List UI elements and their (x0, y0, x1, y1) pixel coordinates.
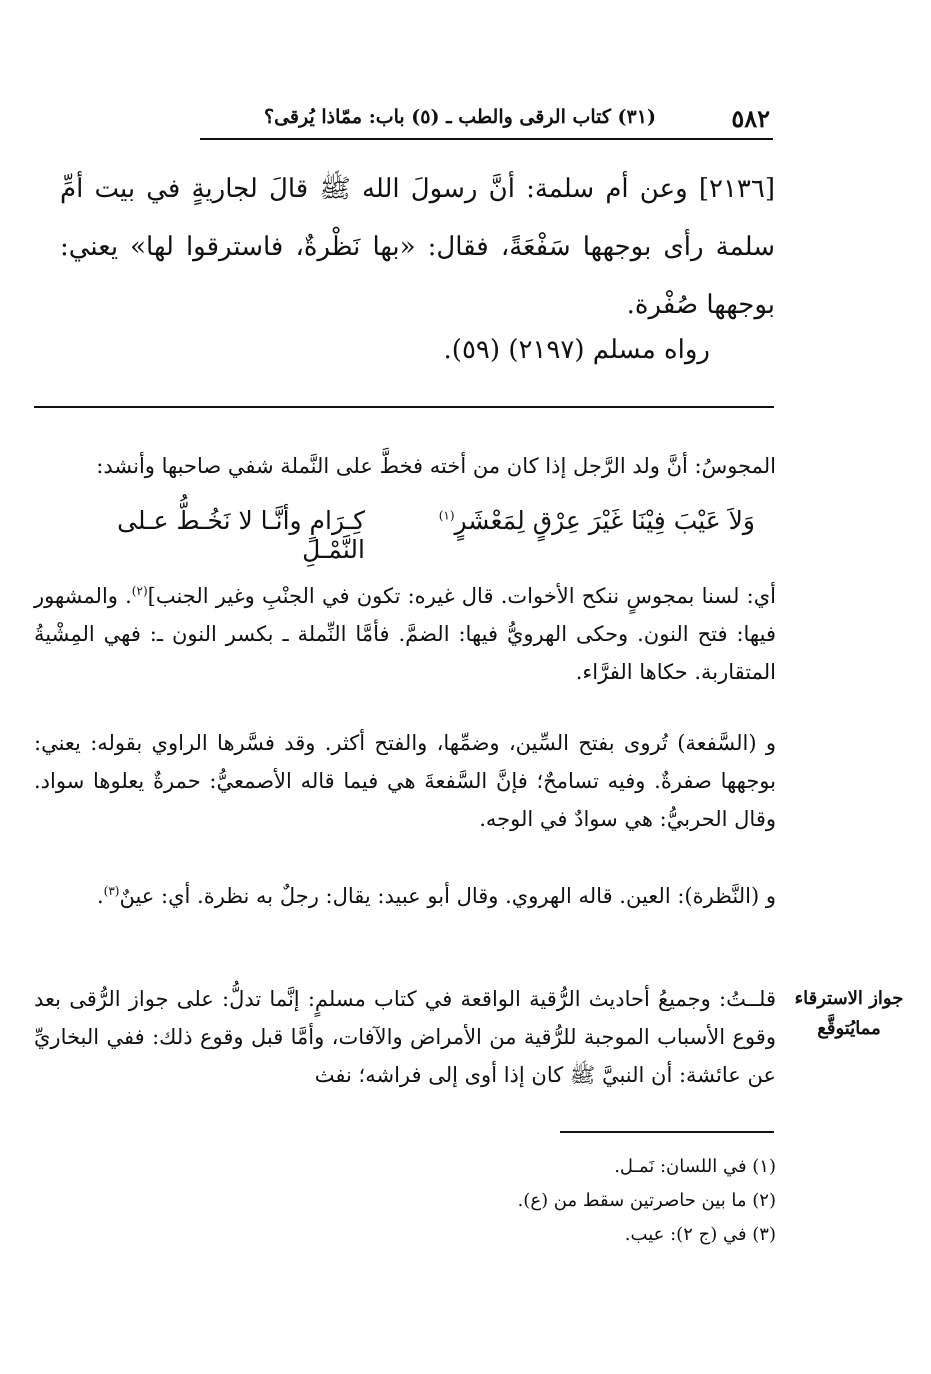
separator-rule (34, 406, 774, 408)
page-number: ٥٨٢ (731, 104, 770, 133)
hadith-body: وعن أم سلمة: أنَّ رسولَ الله ﷺ قالَ لجاريةٍ في بيت أمِّ سلمة رأى بوجهها سَفْعَةً، فقال: «بها نَظْرةٌ، فاسترقوا لها» يعني: بوجهها صُفْرة. (60, 174, 775, 320)
poetry-verse (55, 500, 755, 564)
verse-first-text: وَلاَ عَيْبَ فِيْنَا غَيْرَ عِرْقٍ لِمَعْشَرٍ (454, 506, 755, 535)
paragraph-4-text-b: . (96, 884, 104, 908)
footnote-ref-3[interactable]: (٣) (103, 884, 120, 898)
commentary-paragraph-4 (34, 872, 776, 915)
paragraph-2-text-a: أي: لسنا بمجوسٍ ننكح الأخوات. قال غيره: تكون في الجنْبِ وغير الجنب] (147, 584, 776, 608)
hadith-text (60, 160, 775, 334)
verse-first-hemistich (385, 506, 755, 535)
margin-heading-line-1: جواز الاسترقاء (794, 988, 904, 1009)
footnote-rule (560, 1131, 774, 1133)
commentary-paragraph-3: و (السَّفعة) تُروى بفتح السِّين، وضمِّها، والفتح أكثر. وقد فسَّرها الراوي بقوله: يعني: بوجهها صفرةٌ. وفيه تسامحٌ؛ فإنَّ السَّفعةَ هي فيما قاله الأصمعيُّ: حمرةٌ يعلوها سواد. وقال الحربيُّ: هي سوادٌ في الوجه. (34, 731, 776, 831)
margin-heading (790, 984, 908, 1044)
footnote-2: (٢) ما بين حاصرتين سقط من (ع). (517, 1190, 776, 1211)
paragraph-2-text-b: . والمشهور فيها: فتح النون. وحكى الهرويُّ فيها: الضمَّ. فأمَّا النِّملة ـ بكسر النون ـ: فهي المِشْيةُ المتقاربة. حكاها الفرَّاء. (34, 584, 776, 684)
running-title: (٣١) كتاب الرقى والطب ـ (٥) باب: ممّاذا يُرقى؟ (264, 106, 656, 128)
header-rule (200, 138, 773, 140)
footnote-ref-1[interactable]: (١) (438, 508, 455, 523)
footnotes (300, 1150, 776, 1252)
footnote-1: (١) في اللسان: نَمـل. (614, 1156, 776, 1177)
footnote-ref-2[interactable]: (٢) (131, 584, 148, 598)
commentary-paragraph-1: المجوسُ: أنَّ ولد الرَّجل إذا كان من أخته فخطَّ على النَّملة شفي صاحبها وأنشد: (96, 454, 776, 478)
footnote-3: (٣) في (ج ٢): عيب. (624, 1224, 776, 1245)
margin-heading-line-2: ممايُتوقَّع (817, 1018, 881, 1039)
hadith-number: [٢١٣٦] (698, 174, 775, 204)
paragraph-4-text-a: و (النَّظرة): العين. قاله الهروي. وقال أبو عبيد: يقال: رجلٌ به نظرة. أي: عينٌ (119, 884, 776, 908)
hadith-source: رواه مسلم (٢١٩٧) (٥٩). (443, 335, 710, 365)
verse-second-hemistich: كِـرَامٍ وأنَّـا لا نَخُـطُّ عـلى النَّمْـلِ (117, 506, 365, 564)
commentary-paragraph-2 (34, 572, 776, 691)
page-header (200, 104, 770, 136)
commentary-paragraph-5: قلــتُ: وجميعُ أحاديث الرُّقية الواقعة في كتاب مسلمٍ: إنَّما تدلُّ: على جواز الرُّقى بعد وقوع الأسباب الموجبة للرُّقية من الأمراض والآفات، وأمَّا قبل وقوع ذلك: ففي البخاريِّ عن عائشة: أن النبيَّ ﷺ كان إذا أوى إلى فراشه؛ نفث (34, 987, 776, 1087)
